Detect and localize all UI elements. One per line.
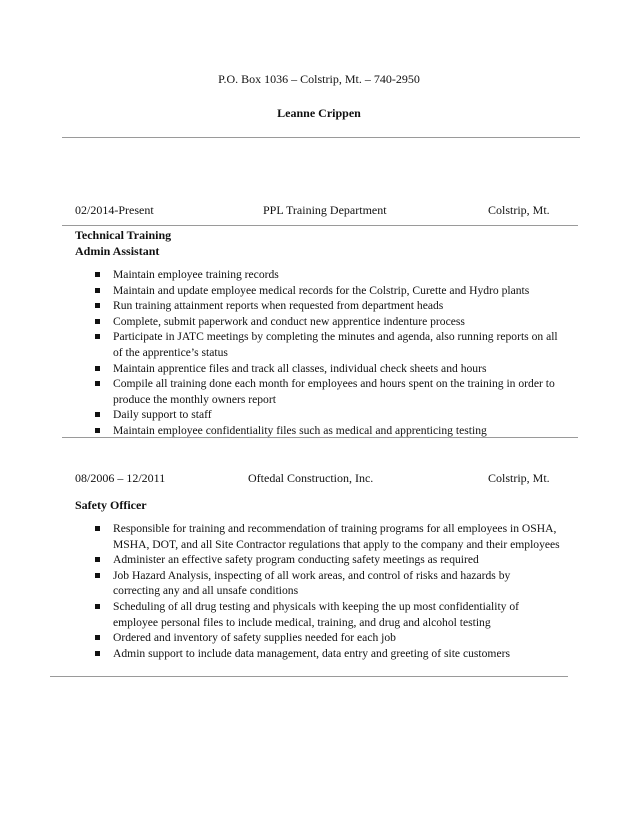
duty-item bbox=[0, 298, 560, 314]
duty-text: Job Hazard Analysis, inspecting of all work areas, and control of risks and hazards by correcting any and all unsafe conditions bbox=[113, 568, 511, 598]
duty-text: Complete, submit paperwork and conduct new apprentice indenture process bbox=[113, 314, 465, 328]
duty-text: Maintain apprentice files and track all classes, individual check sheets and hours bbox=[113, 361, 487, 375]
job-2-duties bbox=[0, 521, 560, 661]
job-1-location: Colstrip, Mt. bbox=[488, 203, 550, 217]
job-2-dates: 08/2006 – 12/2011 bbox=[75, 471, 166, 485]
duty-text: Maintain employee confidentiality files such as medical and apprenticing testing bbox=[113, 423, 487, 437]
bullet-square-icon bbox=[95, 604, 100, 609]
duty-text: Participate in JATC meetings by completing the minutes and agenda, also running reports on all of the apprentice’s status bbox=[113, 330, 558, 359]
bullet-square-icon bbox=[95, 381, 100, 386]
job-1-dates: 02/2014-Present bbox=[75, 203, 154, 217]
duty-item bbox=[0, 283, 560, 299]
duty-text: Admin support to include data management, data entry and greeting of site customers bbox=[113, 646, 510, 660]
bullet-square-icon bbox=[95, 428, 100, 433]
duty-item bbox=[0, 361, 560, 377]
duty-text: Scheduling of all drug testing and physicals with keeping the up most confidentiality of employee personal files to include medical, training, and drug and alcohol testing bbox=[113, 599, 520, 629]
duty-item bbox=[0, 552, 560, 568]
job-1-subtitle: Admin Assistant bbox=[75, 244, 160, 258]
applicant-name: Leanne Crippen bbox=[277, 106, 361, 120]
bullet-square-icon bbox=[95, 526, 100, 531]
job-1-employer: PPL Training Department bbox=[263, 203, 387, 217]
duty-text: Compile all training done each month for employees and hours spent on the training in order to produce the monthly owners report bbox=[113, 377, 555, 406]
bullet-square-icon bbox=[95, 366, 100, 371]
duty-item bbox=[0, 521, 560, 552]
duty-text: Ordered and inventory of safety supplies needed for each job bbox=[113, 631, 396, 645]
job-2-employer: Oftedal Construction, Inc. bbox=[248, 471, 374, 485]
duty-item bbox=[0, 568, 560, 599]
duty-text: Maintain and update employee medical records for the Colstrip, Curette and Hydro plants bbox=[113, 283, 530, 297]
job-1-duties bbox=[0, 267, 560, 439]
bullet-square-icon bbox=[95, 412, 100, 417]
bullet-square-icon bbox=[95, 334, 100, 339]
duty-text: Daily support to staff bbox=[113, 408, 212, 422]
duty-item bbox=[0, 329, 560, 360]
bullet-square-icon bbox=[95, 573, 100, 578]
bullet-square-icon bbox=[95, 651, 100, 656]
duty-item bbox=[0, 646, 560, 662]
bullet-square-icon bbox=[95, 635, 100, 640]
duty-text: Responsible for training and recommendation of training programs for all employees in OSHA, MSHA, DOT, and all Site Contractor regulations that apply to the company and their employees bbox=[113, 522, 560, 551]
duty-item bbox=[0, 630, 560, 646]
duty-text: Run training attainment reports when requested from department heads bbox=[113, 299, 444, 313]
bullet-square-icon bbox=[95, 272, 100, 277]
job-2-title: Safety Officer bbox=[75, 498, 147, 512]
bullet-square-icon bbox=[95, 319, 100, 324]
duty-item bbox=[0, 314, 560, 330]
bullet-square-icon bbox=[95, 303, 100, 308]
duty-item bbox=[0, 599, 560, 630]
bullet-square-icon bbox=[95, 557, 100, 562]
duty-item bbox=[0, 267, 560, 283]
job-1-end-divider bbox=[62, 437, 578, 438]
duty-text: Maintain employee training records bbox=[113, 268, 279, 281]
job-1-divider bbox=[62, 225, 578, 226]
duty-item bbox=[0, 407, 560, 423]
bullet-square-icon bbox=[95, 288, 100, 293]
duty-item bbox=[0, 376, 560, 407]
job-2-location: Colstrip, Mt. bbox=[488, 471, 550, 485]
contact-address: P.O. Box 1036 – Colstrip, Mt. – 740-2950 bbox=[218, 72, 420, 86]
duty-text: Administer an effective safety program conducting safety meetings as required bbox=[113, 553, 479, 567]
job-1-title: Technical Training bbox=[75, 228, 172, 242]
header-divider bbox=[62, 137, 580, 138]
footer-divider bbox=[50, 676, 568, 677]
